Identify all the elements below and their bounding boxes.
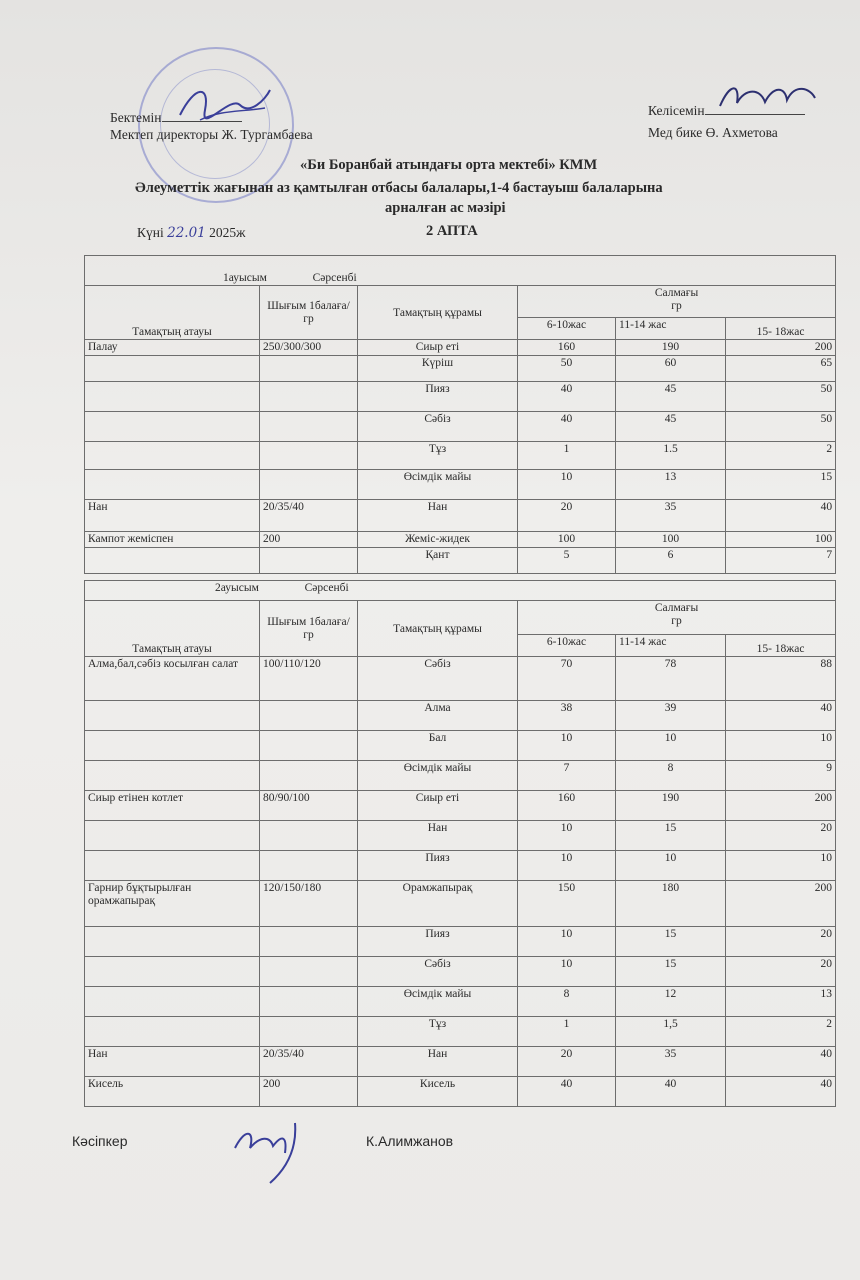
yield-cell (260, 382, 358, 412)
weight-age3-cell: 20 (726, 821, 836, 851)
weight-age2-cell: 190 (616, 791, 726, 821)
yield-cell (260, 470, 358, 500)
dish-name-cell: Нан (85, 500, 260, 532)
col-weight-label: Салмағы (654, 287, 699, 299)
yield-cell (260, 851, 358, 881)
yield-cell (260, 957, 358, 987)
weight-age3-cell: 65 (726, 356, 836, 382)
table-row (85, 761, 836, 791)
weight-age1-cell: 100 (518, 532, 616, 548)
date-day: 22. (167, 225, 189, 241)
table-row (85, 442, 836, 470)
ingredient-cell: Пияз (358, 382, 518, 412)
col-weight-unit-2: гр (671, 615, 682, 627)
ingredient-cell: Пияз (358, 927, 518, 957)
weight-age3-cell: 40 (726, 500, 836, 532)
weight-age1-cell: 10 (518, 851, 616, 881)
dish-name-cell: Кампот жеміспен (85, 532, 260, 548)
col-weight-2 (518, 601, 836, 635)
table-row (85, 340, 836, 356)
shift2-day: Сәрсенбі (304, 582, 349, 594)
dish-name-cell: Гарнир бұқтырылған орамжапырақ (85, 881, 260, 927)
approval-line (110, 110, 242, 126)
table-row (85, 470, 836, 500)
yield-cell: 20/35/40 (260, 500, 358, 532)
dish-name-cell: Палау (85, 340, 260, 356)
weight-age2-cell: 39 (616, 701, 726, 731)
weight-age1-cell: 20 (518, 1047, 616, 1077)
table-row (85, 791, 836, 821)
weight-age1-cell: 160 (518, 340, 616, 356)
weight-age1-cell: 10 (518, 957, 616, 987)
col-dish-name: Тамақтың атауы (85, 286, 260, 340)
col-age1: 6-10жас (518, 318, 616, 340)
weight-age3-cell: 10 (726, 731, 836, 761)
agreed-label: Келісемін (648, 103, 705, 118)
yield-cell (260, 761, 358, 791)
ingredient-cell: Орамжапырақ (358, 881, 518, 927)
yield-cell: 200 (260, 532, 358, 548)
table-row (85, 657, 836, 701)
weight-age1-cell: 1 (518, 442, 616, 470)
weight-age1-cell: 8 (518, 987, 616, 1017)
weight-age2-cell: 8 (616, 761, 726, 791)
yield-cell (260, 987, 358, 1017)
shift2-header-row (85, 581, 836, 601)
col-composition-2: Тамақтың құрамы (358, 601, 518, 657)
date-month: 01 (188, 225, 206, 241)
date-label: Күні (137, 225, 164, 240)
weight-age1-cell: 50 (518, 356, 616, 382)
col-weight-unit: гр (671, 300, 682, 312)
ingredient-cell: Тұз (358, 442, 518, 470)
col-age1-2: 6-10жас (518, 635, 616, 657)
weight-age3-cell: 2 (726, 1017, 836, 1047)
weight-age1-cell: 10 (518, 821, 616, 851)
shift2-columns-row (85, 601, 836, 635)
weight-age2-cell: 1.5 (616, 442, 726, 470)
col-age2: 11-14 жас (616, 318, 726, 340)
dish-name-cell (85, 442, 260, 470)
yield-cell (260, 412, 358, 442)
dish-name-cell: Сиыр етінен котлет (85, 791, 260, 821)
ingredient-cell: Күріш (358, 356, 518, 382)
weight-age2-cell: 40 (616, 1077, 726, 1107)
yield-cell: 80/90/100 (260, 791, 358, 821)
weight-age2-cell: 15 (616, 927, 726, 957)
weight-age2-cell: 13 (616, 470, 726, 500)
ingredient-cell: Сиыр еті (358, 340, 518, 356)
yield-cell (260, 701, 358, 731)
dish-name-cell: Нан (85, 1047, 260, 1077)
dish-name-cell (85, 731, 260, 761)
ingredient-cell: Қант (358, 548, 518, 574)
yield-cell: 20/35/40 (260, 1047, 358, 1077)
weight-age3-cell: 2 (726, 442, 836, 470)
shift1-header-row (85, 256, 836, 286)
yield-cell (260, 1017, 358, 1047)
table-row (85, 731, 836, 761)
weight-age2-cell: 10 (616, 731, 726, 761)
weight-age2-cell: 15 (616, 821, 726, 851)
col-age2-2: 11-14 жас (616, 635, 726, 657)
ingredient-cell: Сәбіз (358, 957, 518, 987)
yield-cell (260, 821, 358, 851)
weight-age3-cell: 13 (726, 987, 836, 1017)
yield-cell: 120/150/180 (260, 881, 358, 927)
date-line (137, 225, 245, 241)
dish-name-cell (85, 548, 260, 574)
shift1-body (85, 340, 836, 574)
table-row (85, 987, 836, 1017)
dish-name-cell (85, 382, 260, 412)
ingredient-cell: Бал (358, 731, 518, 761)
weight-age1-cell: 20 (518, 500, 616, 532)
supplier-label: Кәсіпкер (72, 1133, 128, 1149)
weight-age1-cell: 10 (518, 470, 616, 500)
weight-age1-cell: 40 (518, 382, 616, 412)
weight-age3-cell: 40 (726, 701, 836, 731)
ingredient-cell: Жеміс-жидек (358, 532, 518, 548)
table-row (85, 1077, 836, 1107)
table-row (85, 851, 836, 881)
supplier-name: К.Алимжанов (366, 1133, 454, 1149)
weight-age3-cell: 200 (726, 881, 836, 927)
weight-age3-cell: 50 (726, 382, 836, 412)
weight-age2-cell: 10 (616, 851, 726, 881)
ingredient-cell: Пияз (358, 851, 518, 881)
table-row (85, 1047, 836, 1077)
dish-name-cell (85, 701, 260, 731)
dish-name-cell (85, 1017, 260, 1047)
table-row (85, 1017, 836, 1047)
ingredient-cell: Нан (358, 821, 518, 851)
ingredient-cell: Тұз (358, 1017, 518, 1047)
col-weight-label-2: Салмағы (654, 602, 699, 614)
yield-cell (260, 927, 358, 957)
table-row (85, 500, 836, 532)
table-row (85, 821, 836, 851)
col-age3: 15- 18жас (726, 318, 836, 340)
yield-cell (260, 356, 358, 382)
table-row (85, 356, 836, 382)
yield-cell: 200 (260, 1077, 358, 1107)
approved-label: Бектемін (110, 110, 162, 125)
weight-age1-cell: 150 (518, 881, 616, 927)
weight-age1-cell: 5 (518, 548, 616, 574)
weight-age2-cell: 60 (616, 356, 726, 382)
yield-cell (260, 548, 358, 574)
director-title: Мектеп директоры Ж. Тургамбаева (110, 127, 313, 142)
table-row (85, 382, 836, 412)
weight-age1-cell: 10 (518, 731, 616, 761)
yield-cell (260, 442, 358, 470)
weight-age3-cell: 7 (726, 548, 836, 574)
ingredient-cell: Алма (358, 701, 518, 731)
col-age3-2: 15- 18жас (726, 635, 836, 657)
dish-name-cell (85, 470, 260, 500)
weight-age1-cell: 40 (518, 412, 616, 442)
col-yield: Шығым 1балаға/гр (260, 286, 358, 340)
dish-name-cell (85, 761, 260, 791)
school-title: «Би Боранбай атындағы орта мектебі» КММ (300, 157, 598, 173)
ingredient-cell: Өсімдік майы (358, 987, 518, 1017)
dish-name-cell (85, 356, 260, 382)
weight-age2-cell: 180 (616, 881, 726, 927)
table-row (85, 927, 836, 957)
weight-age2-cell: 45 (616, 382, 726, 412)
ingredient-cell: Сәбіз (358, 412, 518, 442)
date-year: 2025ж (209, 225, 246, 240)
ingredient-cell: Өсімдік майы (358, 761, 518, 791)
table-row (85, 881, 836, 927)
weight-age2-cell: 35 (616, 500, 726, 532)
col-yield-2: Шығым 1балаға/гр (260, 601, 358, 657)
weight-age1-cell: 10 (518, 927, 616, 957)
weight-age3-cell: 15 (726, 470, 836, 500)
weight-age3-cell: 100 (726, 532, 836, 548)
ingredient-cell: Сәбіз (358, 657, 518, 701)
weight-age2-cell: 100 (616, 532, 726, 548)
menu-table-shift2 (84, 580, 836, 1107)
weight-age3-cell: 200 (726, 791, 836, 821)
ingredient-cell: Өсімдік майы (358, 470, 518, 500)
weight-age1-cell: 38 (518, 701, 616, 731)
weight-age3-cell: 88 (726, 657, 836, 701)
weight-age3-cell: 50 (726, 412, 836, 442)
col-composition: Тамақтың құрамы (358, 286, 518, 340)
weight-age1-cell: 70 (518, 657, 616, 701)
weight-age2-cell: 78 (616, 657, 726, 701)
col-weight (518, 286, 836, 318)
menu-table-shift1 (84, 255, 836, 574)
shift2-body (85, 657, 836, 1107)
weight-age2-cell: 12 (616, 987, 726, 1017)
week-label: 2 АПТА (426, 223, 478, 239)
table-row (85, 957, 836, 987)
dish-name-cell (85, 957, 260, 987)
dish-name-cell (85, 987, 260, 1017)
menu-title-line1: Әлеуметтік жағынан аз қамтылған отбасы балалары,1-4 бастауыш балаларына (135, 180, 663, 196)
ingredient-cell: Сиыр еті (358, 791, 518, 821)
weight-age3-cell: 40 (726, 1047, 836, 1077)
dish-name-cell (85, 851, 260, 881)
weight-age1-cell: 160 (518, 791, 616, 821)
ingredient-cell: Нан (358, 1047, 518, 1077)
weight-age2-cell: 6 (616, 548, 726, 574)
shift1-label: 1ауысым (223, 272, 267, 284)
yield-cell: 100/110/120 (260, 657, 358, 701)
shift1-day: Сәрсенбі (312, 272, 357, 284)
weight-age1-cell: 40 (518, 1077, 616, 1107)
menu-title-line2: арналған ас мәзірі (385, 200, 506, 216)
weight-age2-cell: 190 (616, 340, 726, 356)
weight-age3-cell: 9 (726, 761, 836, 791)
table-row (85, 412, 836, 442)
yield-cell (260, 731, 358, 761)
col-dish-name-2: Тамақтың атауы (85, 601, 260, 657)
dish-name-cell (85, 821, 260, 851)
shift1-columns-row (85, 286, 836, 318)
ingredient-cell: Нан (358, 500, 518, 532)
table-row (85, 701, 836, 731)
table-row (85, 532, 836, 548)
weight-age2-cell: 1,5 (616, 1017, 726, 1047)
ingredient-cell: Кисель (358, 1077, 518, 1107)
weight-age3-cell: 20 (726, 957, 836, 987)
weight-age3-cell: 200 (726, 340, 836, 356)
weight-age3-cell: 10 (726, 851, 836, 881)
weight-age1-cell: 7 (518, 761, 616, 791)
weight-age2-cell: 45 (616, 412, 726, 442)
yield-cell: 250/300/300 (260, 340, 358, 356)
agreed-line (648, 103, 805, 119)
weight-age3-cell: 20 (726, 927, 836, 957)
weight-age2-cell: 35 (616, 1047, 726, 1077)
dish-name-cell: Кисель (85, 1077, 260, 1107)
weight-age1-cell: 1 (518, 1017, 616, 1047)
shift2-label: 2ауысым (215, 582, 259, 594)
dish-name-cell (85, 412, 260, 442)
dish-name-cell: Алма,бал,сәбіз косылған салат (85, 657, 260, 701)
weight-age3-cell: 40 (726, 1077, 836, 1107)
dish-name-cell (85, 927, 260, 957)
weight-age2-cell: 15 (616, 957, 726, 987)
nurse-title: Мед бике Ө. Ахметова (648, 125, 778, 140)
table-row (85, 548, 836, 574)
supplier-signature-image (225, 1118, 335, 1188)
